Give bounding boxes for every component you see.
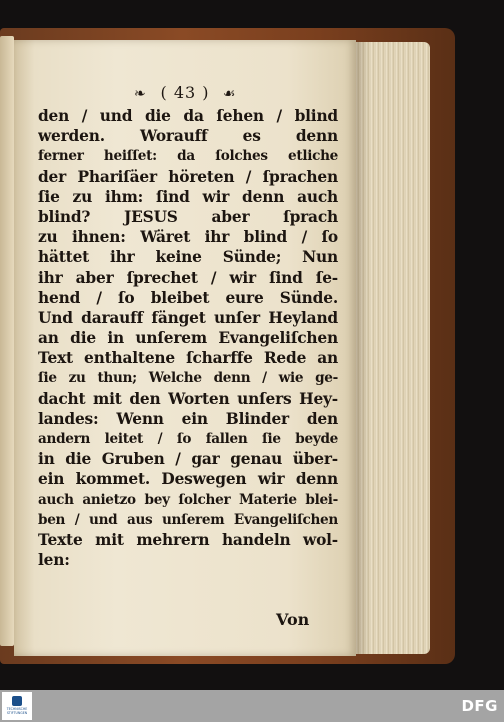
ornament-left-icon: ❧ (134, 86, 147, 102)
text-line: hättet ihr keine Sünde; Nun (38, 248, 338, 267)
text-line: dacht mit den Worten unſers Hey- (38, 389, 338, 408)
text-line: Text enthaltene ſcharffe Rede an (38, 349, 338, 368)
viewer-footer-bar (0, 690, 504, 722)
text-line: len: (38, 551, 70, 570)
text-line: werden. Worauff es denn (38, 127, 338, 146)
text-line: zu ihnen: Wäret ihr blind / ſo (38, 228, 338, 247)
text-line: ben / und aus unſerem Evangeliſchen (38, 511, 338, 528)
text-line: auch anietzo bey ſolcher Materie blei- (38, 491, 338, 508)
text-line: der Phariſäer höreten / ſprachen (38, 167, 338, 186)
text-line: hend / ſo bleibet eure Sünde. (38, 288, 338, 307)
text-line: den / und die da ſehen / blind (38, 107, 338, 125)
page-header (14, 83, 356, 102)
institution-logo-icon (12, 696, 22, 706)
text-line: ſie zu thun; Welche denn / wie ge- (38, 370, 338, 387)
text-line: landes: Wenn ein Blinder den (38, 409, 338, 428)
text-line: Texte mit mehrern handeln wol- (38, 530, 338, 549)
text-line: an die in unſerem Evangeliſchen (38, 329, 338, 348)
text-line: andern leitet / ſo fallen ſie beyde (38, 431, 338, 447)
text-line: in die Gruben / gar genau über- (38, 450, 338, 469)
book-page (14, 40, 356, 656)
dfg-logo: DFG (461, 697, 498, 715)
text-line: blind? JESUS aber ſprach (38, 207, 338, 226)
text-line: ein kommet. Deswegen wir denn (38, 470, 338, 489)
catchword: Von (276, 610, 310, 629)
page-number: ( 43 ) (160, 83, 210, 102)
left-page-edge (0, 36, 14, 646)
institution-logo-text: TECHNISCHE STIFTUNGEN (6, 707, 28, 715)
text-line: ihr aber ſprechet / wir ſind ſe- (38, 268, 338, 287)
institution-logo (2, 692, 32, 720)
text-line: ſie zu ihm: ſind wir denn auch (38, 187, 338, 206)
body-text (38, 106, 338, 570)
text-line: Und darauff fänget unſer Heyland (38, 308, 338, 327)
text-line: ferner heiſſet: da ſolches etliche (38, 148, 338, 165)
ornament-right-icon: ☙ (222, 86, 237, 102)
